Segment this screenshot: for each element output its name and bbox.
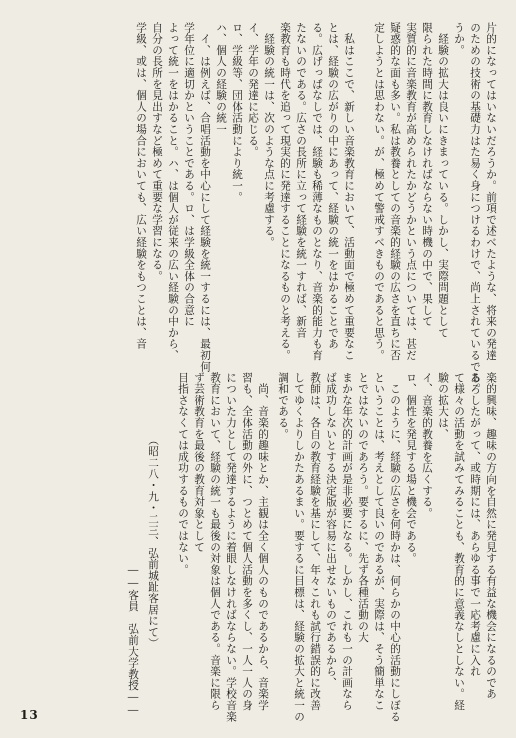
text-column: る。したがって、或時期には、あらゆる事で一応考慮に入れ <box>469 372 482 678</box>
text-column: たないのである。広さの長所に立って経験を統一すれば、新音 <box>295 22 308 339</box>
text-column: 限られた時間に教育しなければならない時機の中で、果して <box>421 22 434 328</box>
text-column: ロ、個性を発見する場と機会である。 <box>405 372 418 565</box>
text-column: る。広げっぱなしでは、経験も稀薄なものとなり、音楽的能力も育 <box>311 22 324 361</box>
text-column: 教育において、経験の統一も最後の対象は個人である。音楽に限ら <box>209 372 222 711</box>
text-column: 片的になってはいないだろうか。前項で述べたような、将来の発達 <box>485 22 498 361</box>
text-column: 楽的興味、趣味の方向を自然に発見する有益な機会になるのであ <box>485 372 498 700</box>
text-column: 定しようとは思わない。が、極めて警戒すべきものであると思う。 <box>373 22 386 361</box>
text-column: 教師は、各自の教育経験を基にして、年々これも試行錯誤的に改善 <box>309 372 322 711</box>
text-column: 目指さなくては成功するものではない。 <box>177 372 190 576</box>
text-column: ということは、考えとして良いのであるが、実際は、そう簡単なこ <box>373 372 386 711</box>
text-column: のための技術の基礎力はた易く身につけるわけで、尚上されているであろ <box>469 22 482 395</box>
text-column: とではないのであろう。要するに、先ず各種活動の大 <box>357 372 370 644</box>
text-column: ず芸術教育を最後の教育対象として <box>193 372 206 553</box>
text-column: 実質的に音楽教育が高められたかどうかという点については、甚だ <box>405 22 418 361</box>
text-column: 私はここで、新しい音楽教育において、活動面で極めて重要なこ <box>343 22 356 361</box>
text-column: このように、経験の広さを何時かは、何らかの中心的活動にしぼる <box>389 372 402 723</box>
text-column: 調和である。 <box>277 372 290 440</box>
text-column: ロ、学級等、団体活動により統一。 <box>231 22 244 203</box>
text-column: ば成功しないとする決定版が容易に出せないものであるから、 <box>325 372 338 689</box>
text-column: してゆくよりしかたあるまい。要するに目標は、経験の拡大と統一の <box>293 372 306 723</box>
text-column: 自分の長所を見出すなど極めて重要な学習になる。 <box>151 22 164 282</box>
text-column: 楽教育も時代を追って現実的に発達することになるものと考える。 <box>279 22 292 361</box>
text-column: イ、学年の発達に応じる。 <box>247 22 260 158</box>
text-column: イ、音楽的教養を広くする。 <box>421 372 434 519</box>
text-column: イ、は例えば、合唱活動を中心にして経験を統一するには、最初何 <box>199 22 212 373</box>
text-column: 学年位に適切かということである。ロ、は学級全体の合意に <box>183 22 196 328</box>
text-column: ハ、個人の経験の統一 <box>215 22 228 135</box>
text-column: て様々の活動を試みてみることも、教育的に意義なしとしない。経 <box>453 372 466 711</box>
text-column: 経験の統一は、次のような点に考慮する。 <box>263 22 276 248</box>
text-column: まかな年次的計画が是非必要になる。しかし、これも一の計画なら <box>341 372 354 711</box>
text-column: についた力として発達するように着眼しなければならない。学校音楽 <box>225 372 238 723</box>
text-column: とは、経験の広がりの中にあって、経験の統一をはかることであ <box>327 22 340 350</box>
text-column: 学級、或は、個人の場合においても、広い経験をもつことは、音 <box>135 22 148 350</box>
text-column: 経験の拡大は良いにきまっている。しかし、実際問題として <box>437 22 450 339</box>
text-column: 習も、全体活動の外に、つとめて個人活動を多くし、一人一人の身 <box>241 372 254 711</box>
text-column: うか。 <box>453 22 466 56</box>
page-number: 13 <box>20 708 39 722</box>
text-column: よって統一をはかること。ハ、は個人が従来の広い経験の中から、 <box>167 22 180 361</box>
text-column: （昭二八・九・二三、弘前城趾客居にて） <box>147 372 160 650</box>
text-column: ――客員 弘前大学教授―― <box>127 372 140 717</box>
text-column: 尚、音楽的趣味とか、主観は全く個人のものであるから、音楽学 <box>257 372 270 711</box>
text-column: 験の拡大は、 <box>437 372 450 440</box>
text-column: 疑惑的な面も多い。私は教養としての音楽的経験の広さを直ちに否 <box>389 22 402 361</box>
